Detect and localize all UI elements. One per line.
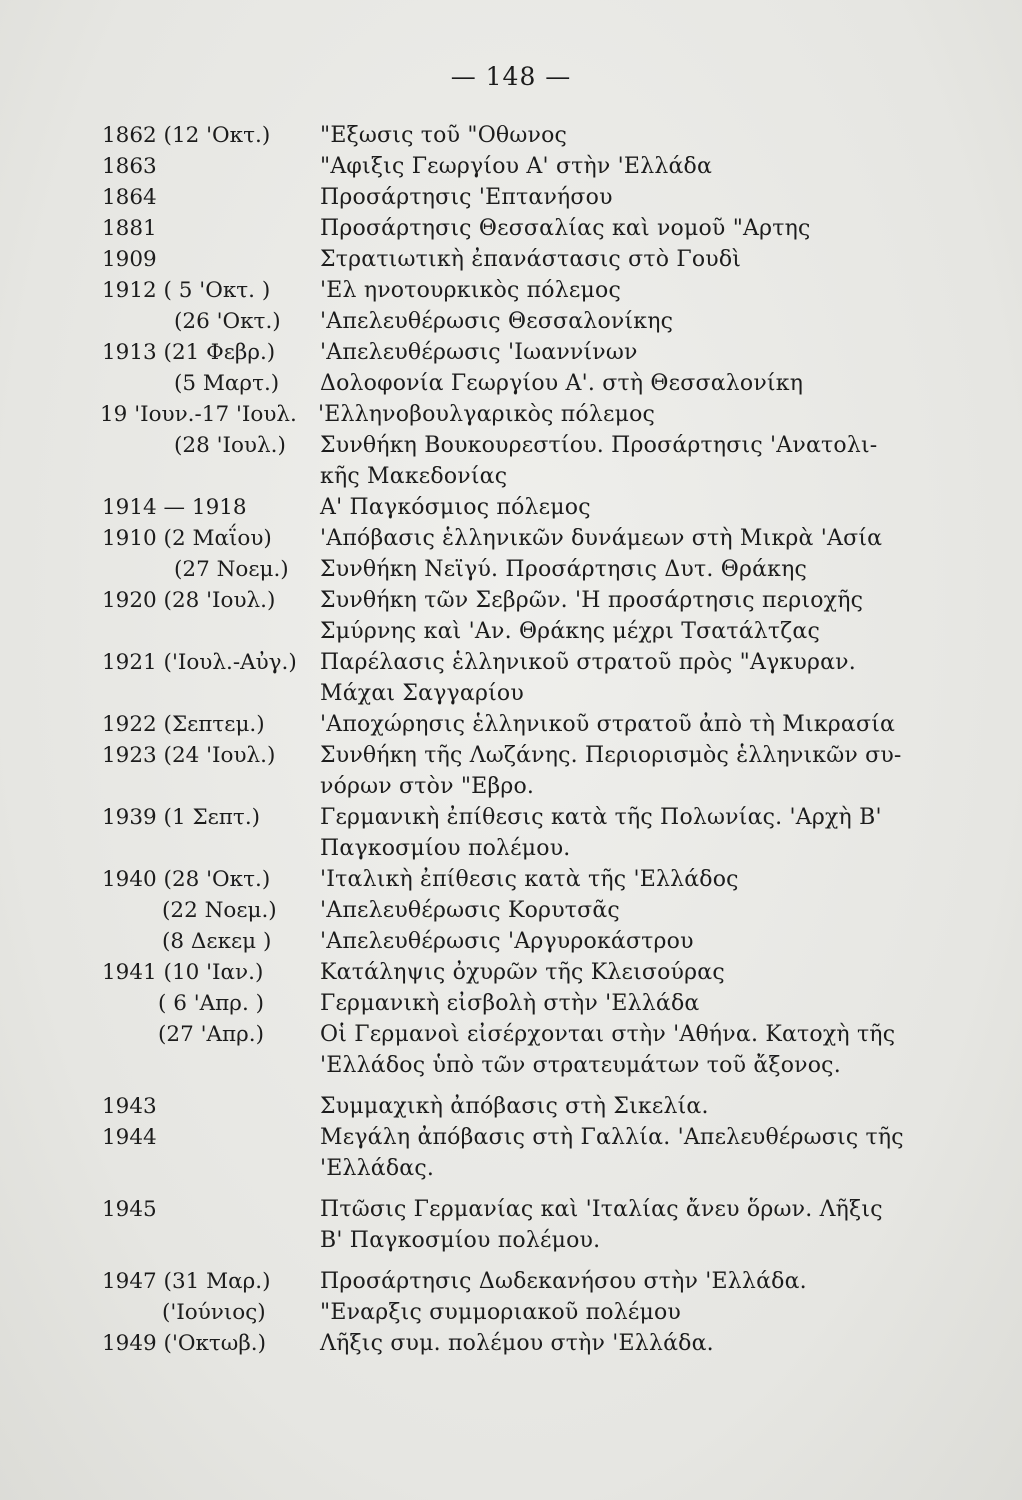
entry-event: "Εξωσις τοῦ "Οθωνος bbox=[320, 123, 568, 148]
entry-date: (22 Νοεμ.) bbox=[162, 898, 277, 923]
entry-event: "Εναρξις συμμοριακοῦ πολέμου bbox=[320, 1300, 681, 1325]
entry-date: 1862 (12 'Οκτ.) bbox=[102, 123, 271, 148]
timeline-entry bbox=[102, 709, 982, 740]
entry-date: 1881 bbox=[102, 216, 157, 241]
entry-event: Προσάρτησις Δωδεκανήσου στὴν 'Ελλάδα. bbox=[320, 1269, 807, 1294]
entry-event: Δολοφονία Γεωργίου Α'. στὴ Θεσσαλονίκη bbox=[320, 371, 804, 396]
entry-date: 1947 (31 Μαρ.) bbox=[102, 1269, 271, 1294]
timeline-entry bbox=[102, 957, 982, 988]
timeline-entry bbox=[102, 244, 982, 275]
entry-event: Συνθήκη Βουκουρεστίου. Προσάρτησις 'Ανατολι- bbox=[320, 433, 878, 458]
entry-event: 'Απελευθέρωσις 'Αργυροκάστρου bbox=[320, 929, 694, 954]
timeline-entry bbox=[102, 1297, 982, 1328]
entry-event-continued: Σμύρνης καὶ 'Αν. Θράκης μέχρι Τσατάλτζας bbox=[320, 619, 820, 644]
timeline-entry bbox=[102, 1266, 982, 1297]
entry-date: 1943 bbox=[102, 1094, 157, 1119]
timeline-entry bbox=[102, 988, 982, 1019]
timeline-entry bbox=[102, 740, 982, 802]
entry-date: 1921 ('Ιουλ.-Αὐγ.) bbox=[102, 650, 297, 675]
timeline-entry bbox=[102, 554, 982, 585]
entry-event-continued: 'Ελλάδος ὑπὸ τῶν στρατευμάτων τοῦ ἄξονος. bbox=[320, 1053, 841, 1078]
timeline-entry bbox=[102, 430, 982, 492]
chronology-list bbox=[102, 120, 982, 1359]
entry-date: 1945 bbox=[102, 1197, 157, 1222]
entry-date: 1864 bbox=[102, 185, 157, 210]
entry-date: (27 'Απρ.) bbox=[158, 1022, 265, 1047]
entry-date: 1920 (28 'Ιουλ.) bbox=[102, 588, 276, 613]
timeline-entry bbox=[102, 151, 982, 182]
timeline-entry bbox=[102, 306, 982, 337]
timeline-entry bbox=[102, 1328, 982, 1359]
entry-event: Συνθήκη Νεϊγύ. Προσάρτησις Δυτ. Θράκης bbox=[320, 557, 808, 582]
entry-event-continued: νόρων στὸν "Εβρο. bbox=[320, 774, 535, 799]
timeline-entry bbox=[102, 802, 982, 864]
entry-date: 1910 (2 Μαΐου) bbox=[102, 526, 272, 551]
timeline-entry bbox=[102, 337, 982, 368]
entry-event: 'Απόβασις ἑλληνικῶν δυνάμεων στὴ Μικρὰ 'Ασία bbox=[320, 526, 883, 551]
entry-event-continued: Μάχαι Σαγγαρίου bbox=[320, 681, 524, 706]
entry-event: 'Απελευθέρωσις Κορυτσᾶς bbox=[320, 898, 620, 923]
entry-date: 1913 (21 Φεβρ.) bbox=[102, 340, 276, 365]
entry-event-continued: κῆς Μακεδονίας bbox=[320, 464, 508, 489]
entry-date: 1923 (24 'Ιουλ.) bbox=[102, 743, 276, 768]
entry-date: 1941 (10 'Ιαν.) bbox=[102, 960, 264, 985]
timeline-entry bbox=[102, 523, 982, 554]
entry-date: (8 Δεκεμ ) bbox=[162, 929, 272, 954]
entry-date: 19 'Ιουν.-17 'Ιουλ. bbox=[100, 402, 297, 427]
entry-event-continued: 'Ελλάδας. bbox=[320, 1156, 435, 1181]
entry-event: Μεγάλη ἀπόβασις στὴ Γαλλία. 'Απελευθέρωσις τῆς bbox=[320, 1125, 904, 1150]
entry-event: Προσάρτησις 'Επτανήσου bbox=[320, 185, 613, 210]
timeline-entry bbox=[102, 895, 982, 926]
entry-date: 1914 — 1918 bbox=[102, 495, 247, 520]
timeline-entry bbox=[102, 1091, 982, 1122]
entry-date: ('Ιούνιος) bbox=[162, 1300, 266, 1325]
entry-date: 1922 (Σεπτεμ.) bbox=[102, 712, 265, 737]
entry-date: (26 'Οκτ.) bbox=[174, 309, 281, 334]
entry-event: 'Ιταλικὴ ἐπίθεσις κατὰ τῆς 'Ελλάδος bbox=[320, 867, 739, 892]
timeline-entry bbox=[102, 1194, 982, 1256]
entry-event: Παρέλασις ἑλληνικοῦ στρατοῦ πρὸς "Αγκυραν. bbox=[320, 650, 856, 675]
timeline-entry bbox=[102, 926, 982, 957]
entry-date: 1939 (1 Σεπτ.) bbox=[102, 805, 261, 830]
entry-event: Συμμαχικὴ ἀπόβασις στὴ Σικελία. bbox=[320, 1094, 709, 1119]
entry-date: 1909 bbox=[102, 247, 157, 272]
timeline-entry bbox=[102, 864, 982, 895]
entry-event: Συνθήκη τῆς Λωζάνης. Περιορισμὸς ἑλληνικῶν συ- bbox=[320, 743, 902, 768]
entry-event: 'Ελληνοβουλγαρικὸς πόλεμος bbox=[318, 402, 656, 427]
entry-date: (27 Νοεμ.) bbox=[174, 557, 289, 582]
timeline-entry bbox=[102, 399, 982, 430]
entry-date: 1944 bbox=[102, 1125, 157, 1150]
entry-date: ( 6 'Απρ. ) bbox=[158, 991, 264, 1016]
entry-event: 'Αποχώρησις ἑλληνικοῦ στρατοῦ ἀπὸ τὴ Μικρασία bbox=[320, 712, 896, 737]
entry-event: Προσάρτησις Θεσσαλίας καὶ νομοῦ "Αρτης bbox=[320, 216, 811, 241]
timeline-entry bbox=[102, 368, 982, 399]
entry-date: (28 'Ιουλ.) bbox=[174, 433, 286, 458]
entry-event: Γερμανικὴ εἰσβολὴ στὴν 'Ελλάδα bbox=[320, 991, 700, 1016]
entry-date: (5 Μαρτ.) bbox=[174, 371, 280, 396]
entry-event: Κατάληψις ὀχυρῶν τῆς Κλεισούρας bbox=[320, 960, 725, 985]
entry-event: 'Απελευθέρωσις 'Ιωαννίνων bbox=[320, 340, 638, 365]
entry-event: Λῆξις συμ. πολέμου στὴν 'Ελλάδα. bbox=[320, 1331, 714, 1356]
entry-event: Γερμανικὴ ἐπίθεσις κατὰ τῆς Πολωνίας. 'Αρχὴ Β' bbox=[320, 805, 882, 830]
timeline-entry bbox=[102, 182, 982, 213]
timeline-entry bbox=[102, 585, 982, 647]
timeline-entry bbox=[102, 275, 982, 306]
entry-date: 1949 ('Οκτωβ.) bbox=[102, 1331, 266, 1356]
timeline-entry bbox=[102, 647, 982, 709]
timeline-entry bbox=[102, 120, 982, 151]
entry-event: Συνθήκη τῶν Σεβρῶν. 'Η προσάρτησις περιοχῆς bbox=[320, 588, 864, 613]
timeline-entry bbox=[102, 1122, 982, 1184]
entry-event: "Αφιξις Γεωργίου Α' στὴν 'Ελλάδα bbox=[320, 154, 713, 179]
entry-date: 1940 (28 'Οκτ.) bbox=[102, 867, 271, 892]
timeline-entry bbox=[102, 492, 982, 523]
timeline-entry bbox=[102, 1019, 982, 1081]
entry-event: 'Ελ ηνοτουρκικὸς πόλεμος bbox=[320, 278, 621, 303]
entry-event: Α' Παγκόσμιος πόλεμος bbox=[320, 495, 591, 520]
entry-date: 1912 ( 5 'Οκτ. ) bbox=[102, 278, 271, 303]
entry-event: Πτῶσις Γερμανίας καὶ 'Ιταλίας ἄνευ ὅρων. Λῆξις bbox=[320, 1197, 883, 1222]
page-number: — 148 — bbox=[450, 62, 572, 91]
entry-event-continued: Β' Παγκοσμίου πολέμου. bbox=[320, 1228, 601, 1253]
timeline-entry bbox=[102, 213, 982, 244]
entry-event-continued: Παγκοσμίου πολέμου. bbox=[320, 836, 571, 861]
entry-date: 1863 bbox=[102, 154, 157, 179]
entry-event: 'Απελευθέρωσις Θεσσαλονίκης bbox=[320, 309, 674, 334]
entry-event: Στρατιωτικὴ ἐπανάστασις στὸ Γουδὶ bbox=[320, 247, 742, 272]
entry-event: Οἱ Γερμανοὶ εἰσέρχονται στὴν 'Αθήνα. Κατοχὴ τῆς bbox=[320, 1022, 896, 1047]
